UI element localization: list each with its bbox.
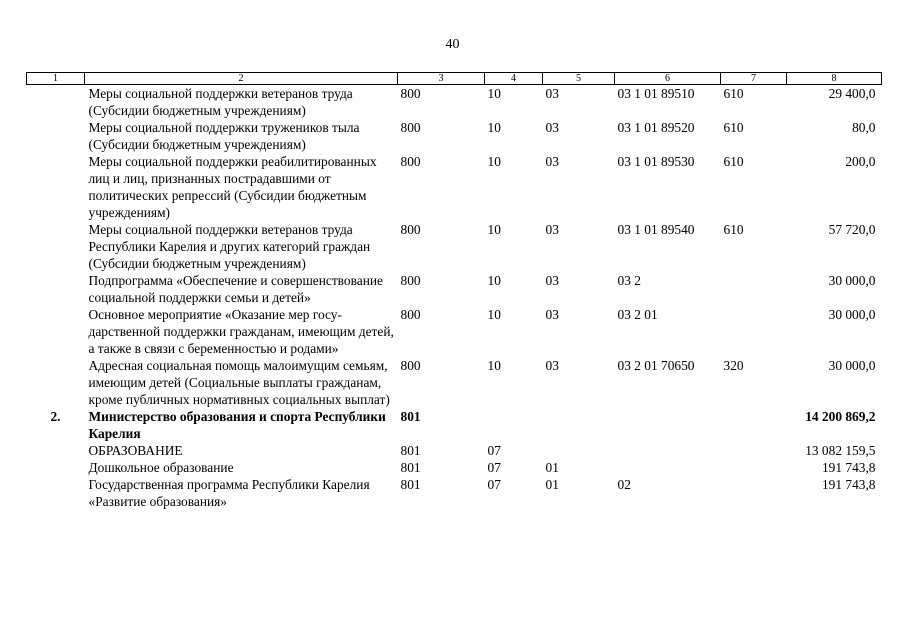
expense-type [721, 272, 787, 306]
budget-table [26, 72, 882, 510]
column-header-2: 2 [85, 73, 398, 85]
row-number [27, 476, 85, 510]
expense-type [721, 306, 787, 357]
table-row [27, 357, 882, 408]
table-row [27, 476, 882, 510]
expense-type: 320 [723, 358, 744, 373]
expense-type: 610 [723, 120, 744, 135]
expense-type: 610 [723, 222, 744, 237]
table-row [27, 153, 882, 221]
table-row [27, 306, 882, 357]
item-name: Основное мероприятие «Оказание мер государственной поддержки гражданам, имеющим детей, а также в связи с беременностью и родами» [88, 307, 394, 356]
subsection-code: 03 [545, 273, 559, 288]
target-article: 02 [617, 477, 631, 492]
item-name: Дошкольное образование [88, 460, 234, 475]
subsection-code: 01 [545, 477, 559, 492]
section-code: 10 [487, 120, 501, 135]
table-row [27, 408, 882, 442]
ministry-code: 800 [400, 358, 421, 373]
subsection-code: 01 [545, 460, 559, 475]
target-article: 03 2 01 [617, 307, 658, 322]
subsection-code [543, 408, 615, 442]
target-article [615, 442, 721, 459]
row-number [27, 357, 85, 408]
amount: 30 000,0 [828, 273, 876, 288]
ministry-code: 801 [400, 443, 421, 458]
section-code: 10 [487, 86, 501, 101]
target-article: 03 2 [617, 273, 641, 288]
table-row [27, 442, 882, 459]
item-name: Государственная программа Республики Карелия «Развитие образования» [88, 477, 370, 509]
amount: 14 200 869,2 [805, 409, 876, 424]
target-article: 03 1 01 89510 [617, 86, 695, 101]
subsection-code: 03 [545, 222, 559, 237]
subsection-code: 03 [545, 358, 559, 373]
ministry-code: 801 [400, 477, 421, 492]
ministry-code: 800 [400, 222, 421, 237]
item-name: Меры социальной поддержки ветеранов труда Республики Карелия и других категорий граждан (Субсидии бюджетным учреждениям) [88, 222, 371, 271]
expense-type: 610 [723, 86, 744, 101]
expense-type: 610 [723, 154, 744, 169]
target-article [615, 459, 721, 476]
ministry-code: 800 [400, 307, 421, 322]
row-number: 2. [50, 409, 61, 424]
row-number [27, 306, 85, 357]
section-code: 07 [487, 460, 501, 475]
section-code: 10 [487, 273, 501, 288]
column-number-header [27, 73, 882, 85]
table-row [27, 119, 882, 153]
target-article: 03 2 01 70650 [617, 358, 695, 373]
item-name: ОБРАЗОВАНИЕ [88, 443, 183, 458]
section-code: 10 [487, 222, 501, 237]
expense-type [721, 476, 787, 510]
section-code: 07 [487, 477, 501, 492]
item-name: Меры социальной поддержки реабилитированных лиц и лиц, признанных пострадавшими от политических репрессий (Субсидии бюджетным учреждениям) [88, 154, 377, 220]
subsection-code: 03 [545, 86, 559, 101]
section-code: 10 [487, 154, 501, 169]
table-row [27, 85, 882, 120]
ministry-code: 800 [400, 86, 421, 101]
table-row [27, 459, 882, 476]
expense-type [721, 442, 787, 459]
column-header-5: 5 [543, 73, 615, 85]
target-article: 03 1 01 89520 [617, 120, 695, 135]
item-name: Меры социальной поддержки тружеников тыла (Субсидии бюджетным учреждениям) [88, 120, 360, 152]
expense-type [721, 459, 787, 476]
column-header-4: 4 [485, 73, 543, 85]
column-header-6: 6 [615, 73, 721, 85]
item-name: Меры социальной поддержки ветеранов труда (Субсидии бюджетным учреждениям) [88, 86, 353, 118]
ministry-code: 801 [400, 460, 421, 475]
row-number [27, 119, 85, 153]
section-code [485, 408, 543, 442]
amount: 30 000,0 [828, 358, 876, 373]
target-article [615, 408, 721, 442]
row-number [27, 459, 85, 476]
expense-type [721, 408, 787, 442]
ministry-code: 801 [400, 409, 421, 424]
section-code: 07 [487, 443, 501, 458]
ministry-code: 800 [400, 120, 421, 135]
section-code: 10 [487, 307, 501, 322]
amount: 29 400,0 [828, 86, 876, 101]
subsection-code: 03 [545, 154, 559, 169]
amount: 80,0 [852, 120, 876, 135]
amount: 30 000,0 [828, 307, 876, 322]
amount: 13 082 159,5 [805, 443, 876, 458]
column-header-1: 1 [27, 73, 85, 85]
subsection-code [543, 442, 615, 459]
table-row [27, 221, 882, 272]
item-name: Подпрограмма «Обеспечение и совершенствование социальной поддержки семьи и детей» [88, 273, 383, 305]
page-number: 40 [445, 37, 460, 52]
section-code: 10 [487, 358, 501, 373]
subsection-code: 03 [545, 120, 559, 135]
target-article: 03 1 01 89530 [617, 154, 695, 169]
amount: 57 720,0 [828, 222, 876, 237]
subsection-code: 03 [545, 307, 559, 322]
amount: 191 743,8 [821, 477, 876, 492]
column-header-7: 7 [721, 73, 787, 85]
item-name: Министерство образования и спорта Республики Карелия [88, 409, 386, 441]
amount: 191 743,8 [821, 460, 876, 475]
target-article: 03 1 01 89540 [617, 222, 695, 237]
row-number [27, 442, 85, 459]
row-number [27, 221, 85, 272]
amount: 200,0 [845, 154, 876, 169]
row-number [27, 153, 85, 221]
column-header-3: 3 [398, 73, 485, 85]
row-number [27, 272, 85, 306]
ministry-code: 800 [400, 273, 421, 288]
column-header-8: 8 [787, 73, 882, 85]
ministry-code: 800 [400, 154, 421, 169]
item-name: Адресная социальная помощь малоимущим семьям, имеющим детей (Социальные выплаты гражданам, кроме публичных нормативных социальных выплат) [88, 358, 390, 407]
row-number [27, 85, 85, 120]
table-row [27, 272, 882, 306]
